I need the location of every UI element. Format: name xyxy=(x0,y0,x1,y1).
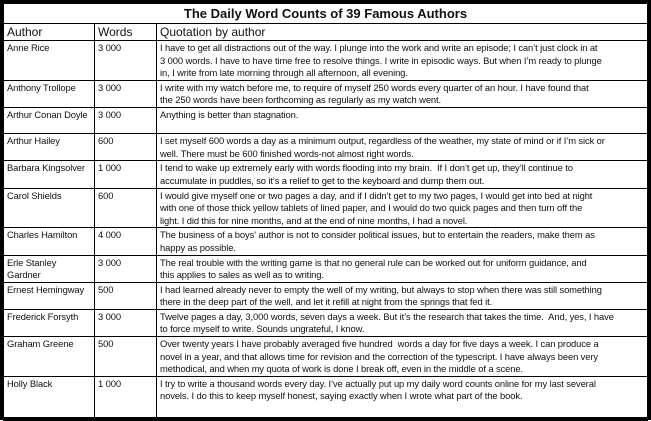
author-cell: Charles Hamilton xyxy=(4,228,95,255)
quote-cell: The real trouble with the writing game is that no general rule can be worked out for uniform guidance, and this applies to sales as well as to writing. xyxy=(157,255,648,282)
author-cell: Anthony Trollope xyxy=(4,80,95,107)
table-row xyxy=(4,161,648,188)
table-row xyxy=(4,41,648,81)
quote-cell: I set myself 600 words a day as a minimum output, regardless of the weather, my state of mind or if I’m sick or well. There must be 600 finished words-not almost right words. xyxy=(157,134,648,161)
quote-cell: I would give myself one or two pages a day, and if I didn’t get to my two pages, I would get into bed at night with one of those thick yellow tablets of lined paper, and I would do two quick pages and then turn off the light. I did this for nine months, and at the end of nine months, I had a novel. xyxy=(157,188,648,228)
words-cell: 500 xyxy=(95,337,157,377)
author-cell: Carol Shields xyxy=(4,188,95,228)
header-words: Words xyxy=(95,24,157,41)
table-row xyxy=(4,107,648,133)
words-cell: 1 000 xyxy=(95,376,157,420)
quote-cell: I try to write a thousand words every day. I’ve actually put up my daily word counts online for my last several novels. I do this to keep myself honest, saying exactly when I wrote what part of the book. xyxy=(157,376,648,420)
quote-cell: The business of a boys' author is not to consider political issues, but to entertain the readers, make them as happy as possible. xyxy=(157,228,648,255)
quote-cell: I have to get all distractions out of the way. I plunge into the work and write an episode; I can’t just clock in at 3 000 words. I have to have time free to resolve things. I write in episodic ways. But when I’m ready to plunge in, I write from late morning through all afternoon, all evening. xyxy=(157,41,648,81)
author-cell: Arthur Hailey xyxy=(4,134,95,161)
table-title: The Daily Word Counts of 39 Famous Authors xyxy=(4,4,648,24)
author-cell: Arthur Conan Doyle xyxy=(4,107,95,133)
words-cell: 600 xyxy=(95,188,157,228)
quote-cell: Anything is better than stagnation. xyxy=(157,107,648,133)
header-author: Author xyxy=(4,24,95,41)
author-cell: Erle Stanley Gardner xyxy=(4,255,95,282)
author-cell: Holly Black xyxy=(4,376,95,420)
words-cell: 500 xyxy=(95,282,157,309)
words-cell: 3 000 xyxy=(95,41,157,81)
authors-table xyxy=(3,3,648,421)
table-row xyxy=(4,80,648,107)
header-row xyxy=(4,24,648,41)
table-row xyxy=(4,309,648,336)
author-cell: Anne Rice xyxy=(4,41,95,81)
table-row xyxy=(4,255,648,282)
quote-cell: Over twenty years I have probably averaged five hundred words a day for five days a week. I can produce a novel in a year, and that allows time for revision and the correction of the typescript. I have always been very methodical, and when my quota of work is done I break off, even in the middle of a scene. xyxy=(157,337,648,377)
words-cell: 4 000 xyxy=(95,228,157,255)
quote-cell: I had learned already never to empty the well of my writing, but always to stop when there was still something there in the deep part of the well, and let it refill at night from the springs that fed it. xyxy=(157,282,648,309)
author-cell: Graham Greene xyxy=(4,337,95,377)
words-cell: 3 000 xyxy=(95,255,157,282)
table-row xyxy=(4,228,648,255)
header-quote: Quotation by author xyxy=(157,24,648,41)
table-row xyxy=(4,188,648,228)
table-row xyxy=(4,134,648,161)
words-cell: 600 xyxy=(95,134,157,161)
words-cell: 3 000 xyxy=(95,107,157,133)
quote-cell: Twelve pages a day, 3,000 words, seven days a week. But it’s the research that takes the time. And, yes, I have to force myself to write. Sounds ungrateful, I know. xyxy=(157,309,648,336)
quote-cell: I tend to wake up extremely early with words flooding into my brain. If I don’t get up, they’ll continue to accumulate in puddles, so it’s a relief to get to the keyboard and dump them out. xyxy=(157,161,648,188)
author-cell: Ernest Hemingway xyxy=(4,282,95,309)
author-cell: Frederick Forsyth xyxy=(4,309,95,336)
table-row xyxy=(4,376,648,420)
words-cell: 3 000 xyxy=(95,309,157,336)
quote-cell: I write with my watch before me, to require of myself 250 words every quarter of an hour. I have found that the 250 words have been forthcoming as regularly as my watch went. xyxy=(157,80,648,107)
table-row xyxy=(4,337,648,377)
words-cell: 3 000 xyxy=(95,80,157,107)
words-cell: 1 000 xyxy=(95,161,157,188)
author-cell: Barbara Kingsolver xyxy=(4,161,95,188)
table-row xyxy=(4,282,648,309)
